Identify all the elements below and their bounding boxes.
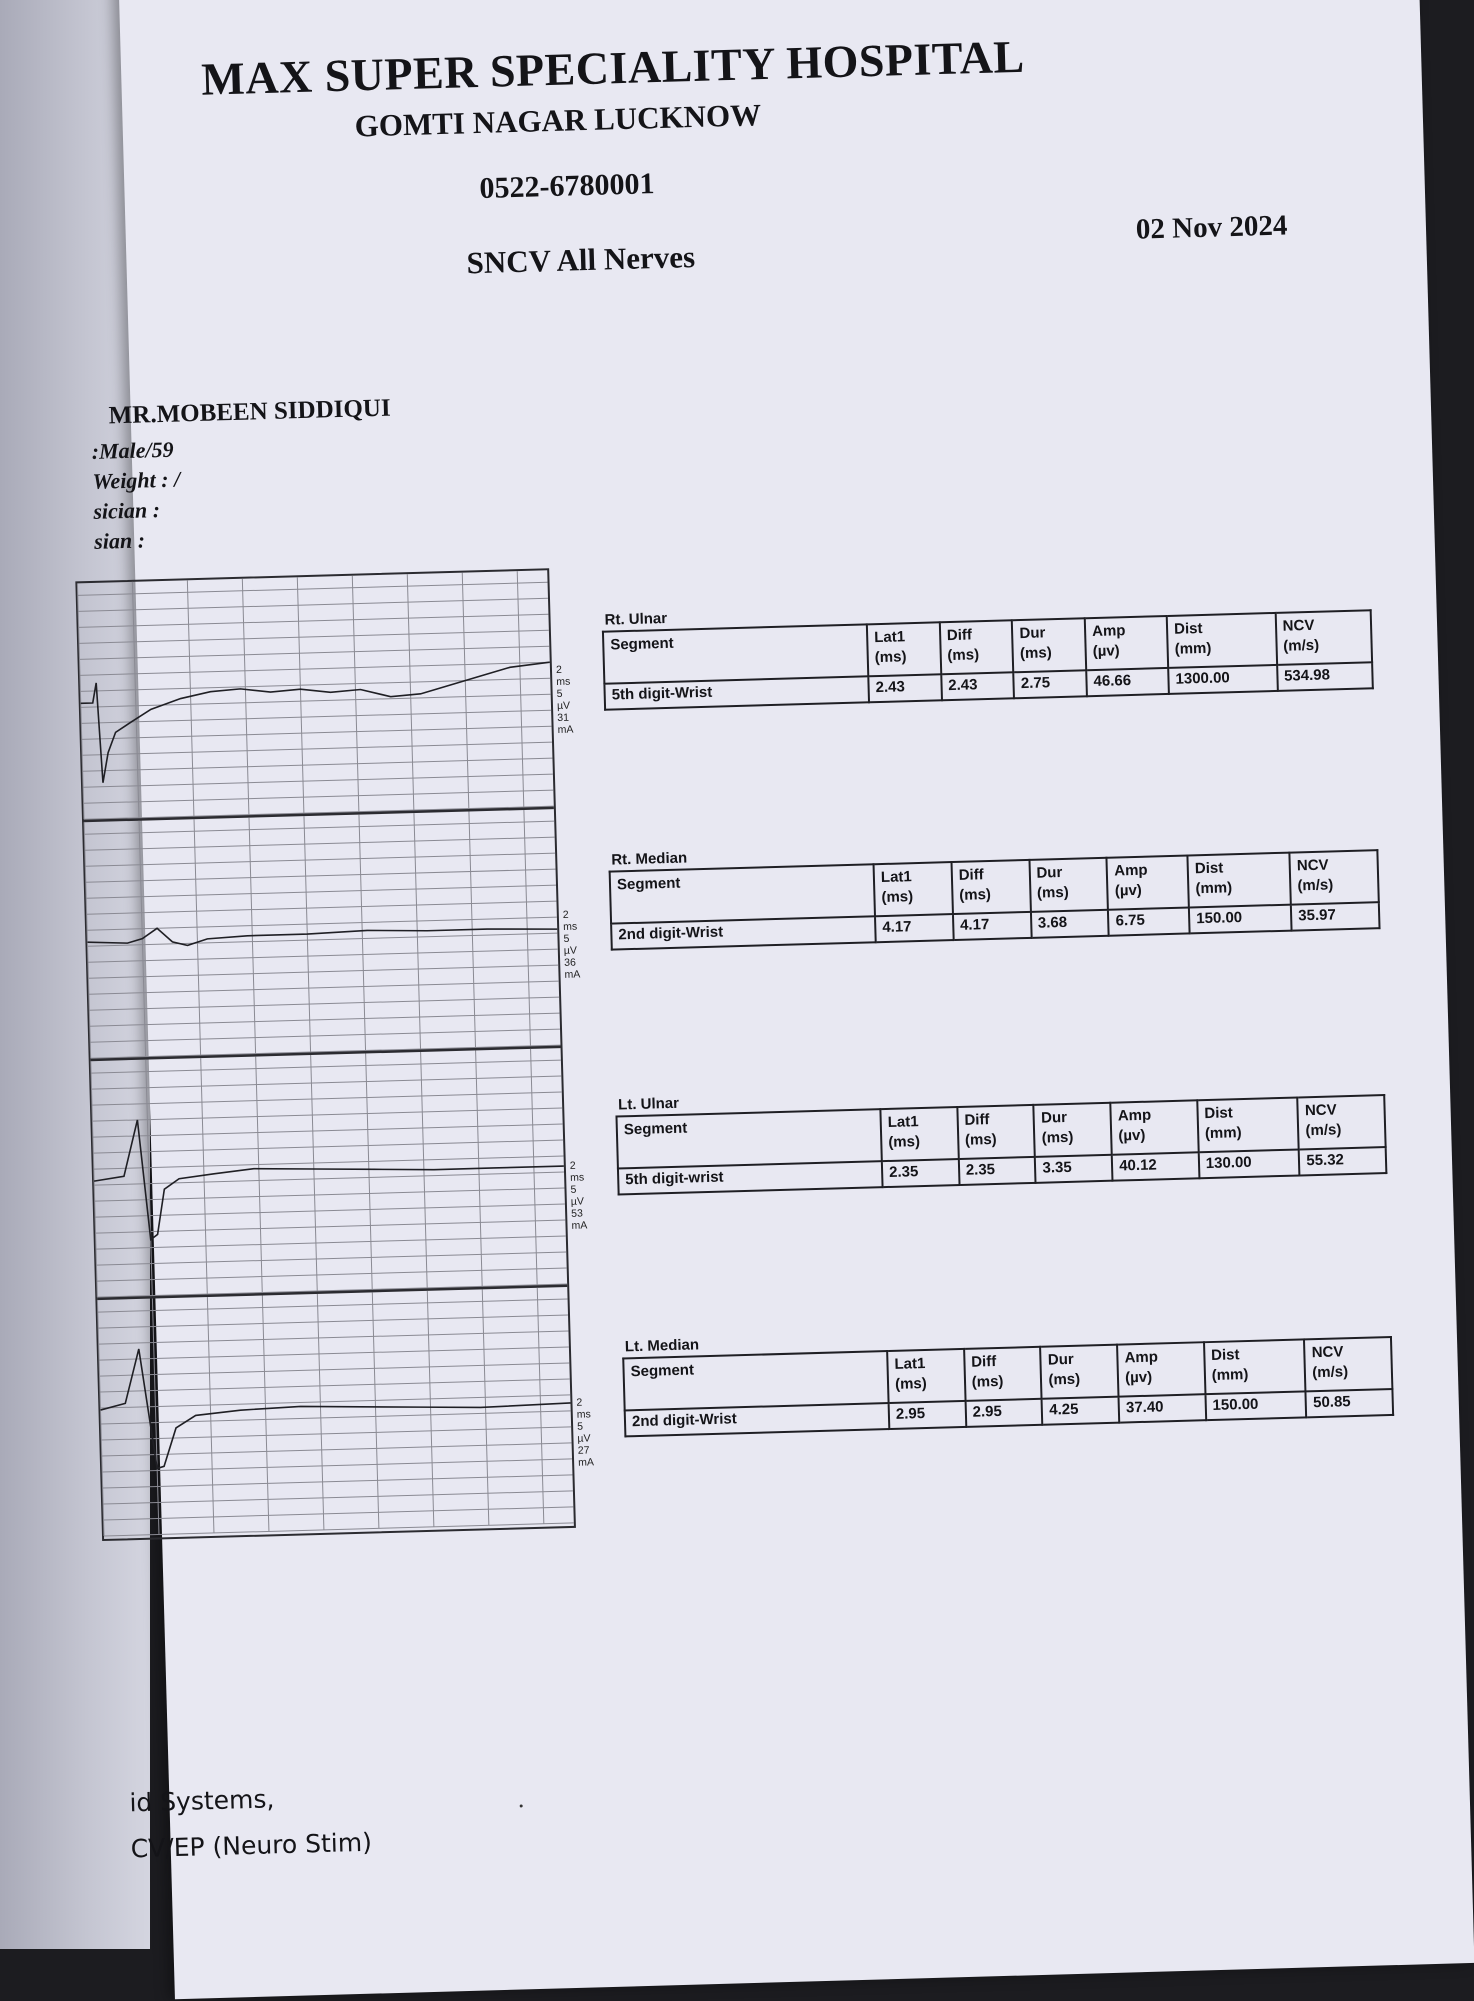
grid-line [92,1092,562,1105]
grid-line [81,710,551,723]
cell-ncv: 35.97 [1291,902,1380,930]
grid-line [100,1379,570,1392]
col-dist: Dist (mm) [1204,1339,1306,1394]
cell-lat1: 4.17 [875,914,954,942]
grid-line [524,810,531,1046]
col-diff: Diff (ms) [957,1105,1035,1159]
grid-line [311,1055,318,1291]
grid-line [92,1076,562,1089]
nerve-table-lt-ulnar [615,1094,1387,1195]
grid-line [89,981,559,994]
col-ncv: NCV (m/s) [1304,1337,1392,1391]
col-lat1: Lat1 (ms) [887,1349,965,1403]
grid-line [88,949,558,962]
grid-line [104,1507,574,1520]
cell-dist: 150.00 [1205,1391,1306,1420]
grid-line [242,579,249,815]
grid-line [80,678,550,691]
col-segment: Segment [616,1109,881,1168]
grid-line [88,933,558,946]
footer-line-2: CV/EP (Neuro Stim) [130,1827,373,1864]
grid-line [98,1315,568,1328]
cell-dist: 1300.00 [1168,665,1277,694]
col-lat1: Lat1 (ms) [867,622,941,676]
grid-line [81,694,551,707]
cell-diff: 2.35 [959,1157,1036,1185]
cell-segment: 2nd digit-Wrist [625,1403,890,1436]
grid-line [78,598,548,611]
grid-line [86,885,556,898]
col-dist: Dist (mm) [1167,613,1277,668]
grid-line [359,815,366,1051]
grid-line [101,1427,571,1440]
col-amp: Amp (µv) [1117,1342,1205,1396]
col-lat1: Lat1 (ms) [880,1107,958,1161]
cell-dist: 150.00 [1189,905,1292,934]
cell-amp: 40.12 [1112,1152,1199,1180]
cell-segment: 2nd digit-Wrist [611,916,876,949]
cell-dur: 4.25 [1042,1397,1119,1425]
col-dist: Dist (mm) [1188,853,1291,908]
grid-line [93,1140,563,1153]
patient-physician: sician : [93,497,161,524]
nerve-table-rt-median [609,849,1381,950]
col-ncv: NCV (m/s) [1298,1095,1386,1149]
grid-line [207,1297,214,1533]
waveform-trace [92,1108,565,1241]
cell-lat1: 2.43 [868,674,941,702]
patient-technician: sian : [93,527,146,554]
grid-line [98,1299,568,1312]
grid-line [79,630,549,643]
grid-line [78,582,548,595]
grid-line [79,614,549,627]
cell-amp: 6.75 [1108,907,1189,935]
cell-amp: 37.40 [1119,1394,1206,1422]
paper-speck [520,1804,523,1807]
grid-line [83,758,553,771]
grid-line [82,742,552,755]
grid-line [100,1363,570,1376]
scale-label-3: 2 ms 5 µV 53 mA [569,1159,588,1232]
col-lat1: Lat1 (ms) [874,862,953,916]
grid-line [96,1252,566,1265]
waveform-trace [99,1337,572,1470]
hospital-phone: 0522-6780001 [479,167,655,205]
grid-line [102,1443,572,1456]
grid-line [90,1013,560,1026]
grid-line [462,573,469,809]
nerve-title-lt-ulnar: Lt. Ulnar [617,1094,680,1114]
grid-line [99,1347,569,1360]
grid-line [94,1156,564,1169]
grid-line [152,1299,159,1535]
grid-line [427,1291,434,1527]
col-amp: Amp (µv) [1110,1100,1198,1154]
waveform-grid-3 [91,1048,567,1297]
cell-dist: 130.00 [1198,1149,1299,1178]
grid-line [517,571,524,807]
cell-ncv: 55.32 [1299,1147,1386,1175]
col-dur: Dur (ms) [1041,1345,1119,1399]
scale-label-1: 2 ms 5 µV 31 mA [555,663,574,737]
grid-line [101,1411,571,1424]
grid-line [80,646,550,659]
nerve-table-rt-ulnar [602,609,1374,710]
grid-line [94,1172,564,1185]
nerve-title-rt-median: Rt. Median [611,849,688,869]
grid-line [88,965,558,978]
col-segment: Segment [603,624,868,683]
grid-line [80,662,550,675]
grid-line [187,580,194,816]
col-dist: Dist (mm) [1197,1098,1299,1153]
cell-segment: 5th digit-Wrist [604,676,869,709]
grid-line [86,869,556,882]
waveform-lt-median [97,1287,595,1539]
cell-lat1: 2.35 [882,1159,959,1187]
waveform-grid-4 [97,1287,573,1536]
footer-line-1: id Systems, [129,1784,275,1818]
grid-line [256,1057,263,1293]
col-diff: Diff (ms) [951,860,1030,914]
grid-line [537,1288,544,1524]
grid-line [96,1220,566,1233]
waveform-lt-ulnar [91,1048,588,1300]
grid-line [146,1060,153,1296]
grid-line [366,1054,373,1290]
patient-sex-age: :Male/59 [91,436,174,464]
col-diff: Diff (ms) [939,620,1013,674]
grid-line [85,853,555,866]
waveform-grid-2 [84,809,560,1058]
report-title: SNCV All Nerves [466,239,696,281]
grid-line [82,726,552,739]
hospital-address: GOMTI NAGAR LUCKNOW [354,97,762,144]
grid-line [85,837,555,850]
cell-amp: 46.66 [1086,668,1169,696]
cell-segment: 5th digit-wrist [618,1161,883,1194]
nerve-title-rt-ulnar: Rt. Ulnar [604,609,668,629]
col-ncv: NCV (m/s) [1275,610,1372,665]
grid-line [89,997,559,1010]
grid-line [97,1268,567,1281]
grid-line [83,774,553,787]
grid-line [103,1475,573,1488]
col-diff: Diff (ms) [964,1347,1042,1401]
grid-line [132,582,139,818]
grid-line [95,1204,565,1217]
nerve-title-lt-median: Lt. Median [624,1336,700,1356]
grid-line [93,1124,563,1137]
col-segment: Segment [610,864,875,923]
col-dur: Dur (ms) [1012,618,1086,672]
grid-line [84,821,554,834]
grid-line [99,1331,569,1344]
grid-line [90,1029,560,1042]
col-amp: Amp (µv) [1085,616,1168,670]
grid-line [297,577,304,813]
waveform-panel-group [75,568,595,1541]
report-date: 02 Nov 2024 [1135,209,1288,246]
patient-weight: Weight : / [92,466,181,494]
scale-label-2: 2 ms 5 µV 36 mA [562,908,581,981]
hospital-name: MAX SUPER SPECIALITY HOSPITAL [200,30,1026,105]
patient-name: MR.MOBEEN SIDDIQUI [108,394,391,430]
grid-line [104,1523,574,1536]
grid-line [194,819,201,1055]
grid-line [102,1459,572,1472]
grid-line [317,1294,324,1530]
cell-ncv: 50.85 [1306,1389,1393,1417]
cell-diff: 2.43 [941,672,1014,700]
scale-label-4: 2 ms 5 µV 27 mA [576,1396,595,1469]
col-ncv: NCV (m/s) [1290,850,1379,904]
grid-line [84,790,554,803]
grid-line [92,1108,562,1121]
grid-line [372,1292,379,1528]
cell-dur: 3.35 [1035,1155,1112,1183]
grid-line [95,1188,565,1201]
grid-line [96,1236,566,1249]
grid-line [407,574,414,810]
col-dur: Dur (ms) [1029,858,1108,912]
col-amp: Amp (µv) [1107,855,1189,909]
grid-line [87,901,557,914]
cell-dur: 3.68 [1031,910,1110,938]
cell-lat1: 2.95 [889,1401,966,1429]
grid-line [352,576,359,812]
grid-line [262,1295,269,1531]
cell-ncv: 534.98 [1277,662,1373,691]
waveform-rt-median [84,809,581,1061]
waveform-grid-1 [77,570,553,819]
cell-dur: 2.75 [1014,670,1087,698]
cell-diff: 4.17 [953,912,1032,940]
col-segment: Segment [623,1351,888,1410]
grid-line [91,1060,561,1073]
col-dur: Dur (ms) [1034,1103,1112,1157]
waveform-rt-ulnar [77,570,574,822]
report-page [91,0,1474,1999]
waveform-trace [87,917,557,948]
grid-line [103,1491,573,1504]
nerve-table-lt-median [622,1336,1394,1437]
cell-diff: 2.95 [965,1399,1042,1427]
